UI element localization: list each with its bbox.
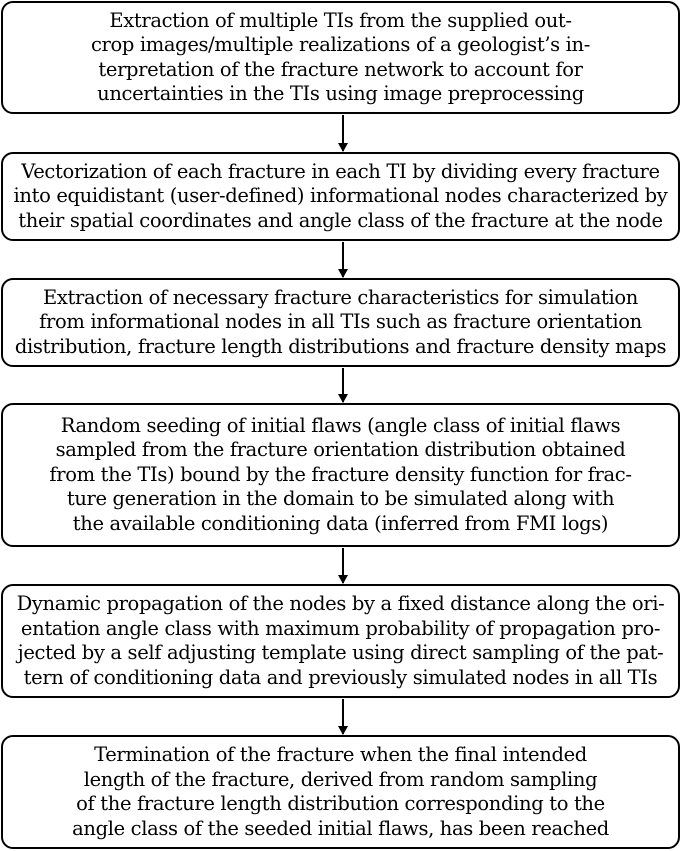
- step-text-line: crop images/multiple realizations of a geologist’s in-: [90, 33, 591, 56]
- step-text-line: jected by a self adjusting template using direct sampling of the pat-: [17, 641, 664, 664]
- step-box-extraction-of-tis: [1, 1, 680, 114]
- step-box-termination: [1, 735, 680, 849]
- step-text-line: into equidistant (user-defined) informational nodes characterized by: [13, 184, 668, 208]
- step-text-line: from the TIs) bound by the fracture density function for frac-: [49, 462, 632, 486]
- step-text-line: Dynamic propagation of the nodes by a fixed distance along the ori-: [16, 592, 665, 615]
- step-box-characteristics-extraction: [1, 278, 680, 367]
- step-text-line: Extraction of necessary fracture characteristics for simulation: [42, 285, 638, 309]
- flow-arrow-down-icon: [342, 242, 344, 277]
- step-text-line: Random seeding of initial flaws (angle class of initial flaws: [60, 413, 621, 437]
- step-text-line: Vectorization of each fracture in each TI by dividing every fracture: [21, 159, 660, 183]
- step-box-random-seeding: [1, 403, 680, 547]
- step-text-line: sampled from the fracture orientation distribution obtained: [55, 438, 626, 462]
- step-text-line: the available conditioning data (inferred from FMI logs): [72, 511, 609, 535]
- flow-arrow-down-icon: [342, 368, 344, 402]
- step-text-line: distribution, fracture length distributions and fracture density maps: [14, 334, 667, 358]
- step-text-line: Extraction of multiple TIs from the supplied out-: [109, 8, 572, 32]
- step-text-line: angle class of the seeded initial flaws, has been reached: [72, 816, 609, 840]
- step-text-line: their spatial coordinates and angle class of the fracture at the node: [18, 208, 663, 232]
- step-box-dynamic-propagation: [1, 584, 680, 698]
- step-text-line: tern of conditioning data and previously simulated nodes in all TIs: [23, 665, 658, 689]
- step-text-line: entation angle class with maximum probability of propagation pro-: [20, 616, 661, 640]
- step-text-line: length of the fracture, derived from random sampling: [83, 767, 598, 791]
- step-text-line: of the fracture length distribution corresponding to the: [76, 792, 605, 815]
- flow-arrow-down-icon: [342, 548, 344, 583]
- step-text-line: Termination of the fracture when the final intended: [94, 743, 587, 766]
- flow-arrow-down-icon: [342, 699, 344, 734]
- step-text-line: ture generation in the domain to be simulated along with: [66, 487, 615, 511]
- flow-arrow-down-icon: [342, 115, 344, 151]
- step-text-line: terpretation of the fracture network to account for: [98, 57, 583, 81]
- step-text-line: uncertainties in the TIs using image preprocessing: [97, 82, 584, 105]
- step-text-line: from informational nodes in all TIs such as fracture orientation: [39, 310, 642, 334]
- step-box-vectorization: [1, 152, 680, 241]
